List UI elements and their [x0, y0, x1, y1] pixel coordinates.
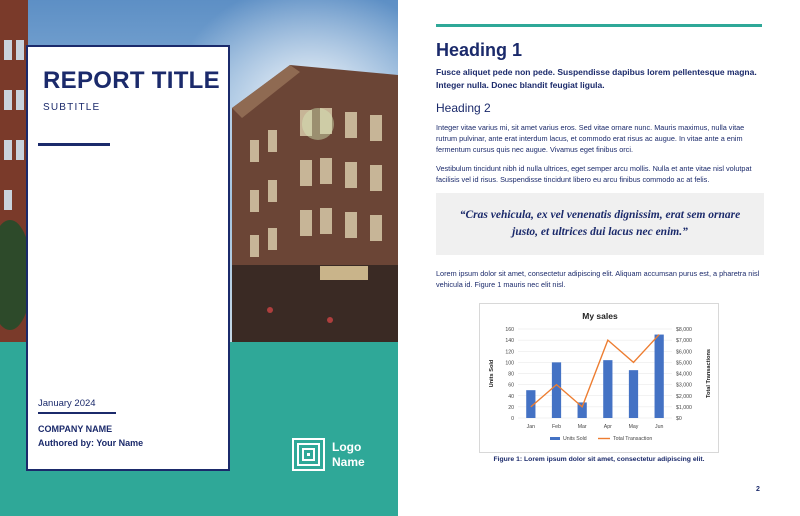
x-tick-label: Mar: [577, 424, 587, 430]
x-tick-label: Jan: [526, 424, 536, 430]
logo-text-line2: Name: [332, 454, 365, 469]
y2-tick-label: $4,000: [676, 371, 692, 378]
y-tick-label: 20: [508, 404, 514, 411]
chart-title: My sales: [582, 311, 618, 321]
bar-units-sold: [552, 362, 561, 418]
author-line: Authored by: Your Name: [38, 438, 144, 448]
report-date: January 2024: [38, 398, 96, 409]
y-tick-label: 100: [505, 360, 514, 367]
y2-tick-label: $0: [676, 416, 682, 422]
report-title: REPORT TITLE: [43, 67, 220, 94]
legend-label-total-transaction: Total Transaction: [613, 436, 653, 442]
bar-units-sold: [655, 335, 664, 418]
report-subtitle: SUBTITLE: [43, 102, 101, 113]
y-tick-label: 0: [511, 416, 514, 422]
company-name: COMPANY NAME: [38, 424, 113, 434]
date-divider: [38, 412, 116, 414]
x-tick-label: Apr: [603, 424, 612, 430]
y2-tick-label: $5,000: [676, 360, 692, 367]
logo-mark-icon: [292, 438, 325, 471]
title-divider: [38, 143, 110, 146]
lead-paragraph: Fusce aliquet pede non pede. Suspendisse dapibus lorem pellentesque magna. Integer nulla. Donec blandit feugiat ligula.: [436, 67, 757, 90]
x-tick-label: Feb: [552, 424, 561, 430]
y2-tick-label: $1,000: [676, 404, 692, 411]
legend-swatch-units-sold: [550, 437, 560, 440]
x-tick-label: May: [628, 424, 639, 430]
pull-quote-text: “Cras vehicula, ex vel venenatis dignissim, erat sem ornare justo, et ultrices dui lacus nec enim.”: [459, 209, 741, 238]
y-tick-label: 120: [505, 349, 514, 356]
y-tick-label: 140: [505, 338, 514, 345]
bar-units-sold: [603, 360, 612, 418]
legend-label-units-sold: Units Sold: [563, 436, 587, 442]
heading-2: Heading 2: [436, 101, 491, 115]
y-tick-label: 60: [508, 382, 514, 389]
chart-svg: [480, 304, 720, 454]
y-axis-label: Units Sold: [489, 359, 495, 388]
cover-page: [0, 0, 398, 516]
body-paragraph-3: Lorem ipsum dolor sit amet, consectetur adipiscing elit. Aliquam accumsan purus est, a pharetra nisl vehicula id. Figure 1 mauris nec elit nisl.: [436, 269, 760, 289]
top-divider: [436, 24, 762, 27]
body-paragraph-1: Integer vitae varius mi, sit amet varius eros. Sed vitae ornare nunc. Mauris maximus, nulla vitae rutrum pulvinar, ante erat interdum lacus, et commodo erat risus ac augue. In vitae ante a enim fermentum cursus quis nec augue. Vivamus eget finibus orci.: [436, 123, 745, 154]
logo: [292, 438, 365, 471]
y-tick-label: 160: [505, 327, 514, 333]
bar-units-sold: [629, 370, 638, 418]
pull-quote: [436, 193, 764, 255]
y2-tick-label: $8,000: [676, 327, 692, 333]
y2-tick-label: $6,000: [676, 349, 692, 356]
x-tick-label: Jun: [654, 424, 664, 430]
figure-caption: Figure 1: Lorem ipsum dolor sit amet, consectetur adipiscing elit.: [493, 456, 705, 463]
y2-axis-label: Total Transactions: [706, 348, 712, 399]
heading-1: Heading 1: [436, 40, 523, 60]
page-number: 2: [756, 486, 760, 493]
y2-tick-label: $7,000: [676, 338, 692, 345]
y2-tick-label: $3,000: [676, 382, 692, 389]
y-tick-label: 80: [508, 371, 514, 378]
content-page: [398, 0, 800, 516]
cover-card: [26, 45, 230, 471]
sales-chart: [479, 303, 719, 453]
y2-tick-label: $2,000: [676, 393, 692, 400]
logo-text-line1: Logo: [332, 439, 362, 454]
y-tick-label: 40: [508, 393, 514, 400]
body-paragraph-2: Vestibulum tincidunt nibh id nulla ultrices, eget semper arcu mollis. Nulla et ante vitae nisl volutpat facilisis vel id risus. Suspendisse tincidunt libero eu arcu finibus commodo ac at felis.: [436, 164, 752, 184]
